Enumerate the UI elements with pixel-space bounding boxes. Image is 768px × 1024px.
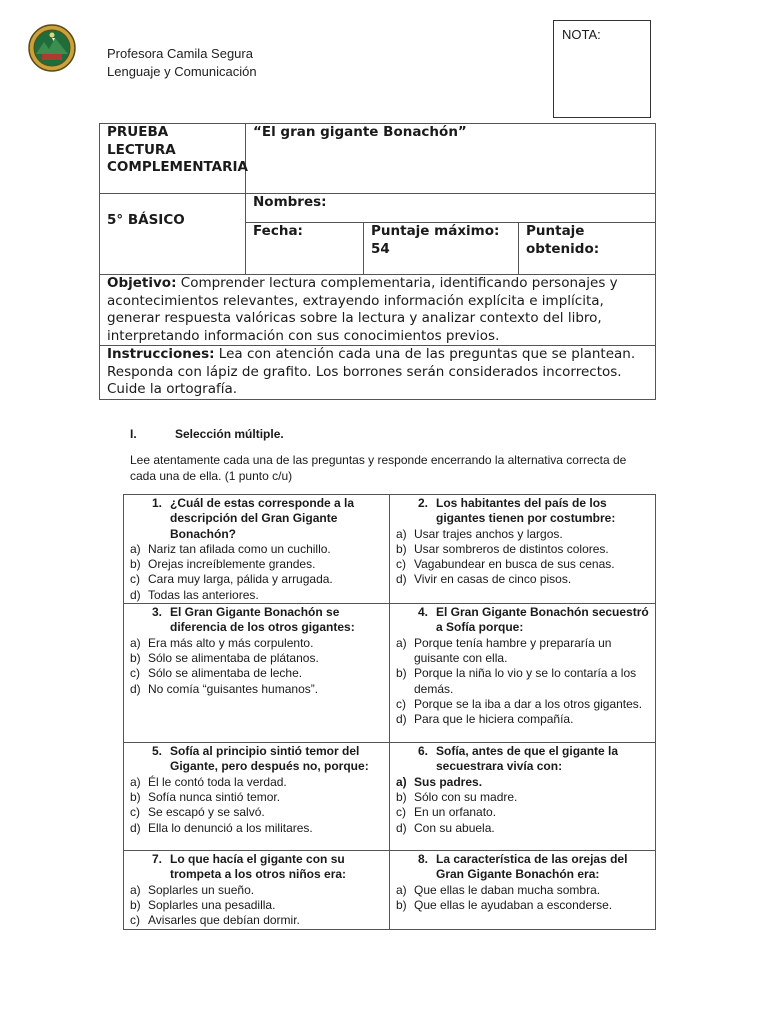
school-logo bbox=[28, 24, 76, 72]
answer-option[interactable] bbox=[130, 557, 383, 572]
answer-option[interactable] bbox=[396, 712, 649, 727]
option-text: Sofía nunca sintió temor. bbox=[148, 789, 281, 804]
option-text: Usar trajes anchos y largos. bbox=[414, 526, 563, 541]
objective-text: Comprender lectura complementaria, identificando personajes y acontecimientos relevantes, extrayendo información explícita e implícita, generar respuesta valóricas sobre la lectura y analizar contexto del libro, interpretando información con sus conocimientos previos. bbox=[107, 275, 618, 344]
option-text: Nariz tan afilada como un cuchillo. bbox=[148, 541, 331, 556]
question-header bbox=[130, 605, 383, 636]
answer-option[interactable] bbox=[130, 821, 383, 836]
instructions-text: Lea con atención cada una de las preguntas que se plantean. Responda con lápiz de grafito. Los borrones serán considerados incorrectos. Cuide la ortografía. bbox=[107, 346, 636, 397]
option-text: Soplarles un sueño. bbox=[148, 882, 255, 897]
option-letter: d) bbox=[396, 572, 407, 587]
option-letter: d) bbox=[396, 712, 407, 727]
question-header bbox=[396, 605, 649, 636]
question-cell-0-1 bbox=[390, 495, 656, 604]
option-letter: c) bbox=[130, 805, 140, 820]
question-number: 6. bbox=[418, 744, 429, 759]
objective-cell bbox=[100, 275, 656, 346]
question-cell-1-1 bbox=[390, 604, 656, 743]
question-number: 3. bbox=[152, 605, 163, 620]
answer-option[interactable] bbox=[396, 805, 649, 820]
question-cell-3-0 bbox=[124, 851, 390, 929]
answer-option[interactable] bbox=[130, 898, 383, 913]
answer-option[interactable] bbox=[130, 775, 383, 790]
max-score-cell bbox=[364, 223, 519, 275]
answer-option[interactable] bbox=[130, 666, 383, 681]
option-letter: a) bbox=[396, 635, 407, 650]
subject-name: Lenguaje y Comunicación bbox=[107, 64, 257, 79]
test-header-table bbox=[99, 123, 656, 400]
names-label: Nombres: bbox=[253, 194, 327, 210]
option-text: Sólo con su madre. bbox=[414, 789, 518, 804]
answer-option[interactable] bbox=[130, 588, 383, 603]
option-letter: d) bbox=[396, 820, 407, 835]
option-letter: b) bbox=[396, 789, 407, 804]
option-letter: b) bbox=[130, 897, 141, 912]
answer-option[interactable] bbox=[396, 790, 649, 805]
option-letter: a) bbox=[130, 774, 141, 789]
option-text: En un orfanato. bbox=[414, 805, 497, 820]
question-header bbox=[130, 852, 383, 883]
question-text: El Gran Gigante Bonachón secuestró a Sofía porque: bbox=[436, 605, 649, 635]
answer-option[interactable] bbox=[396, 572, 649, 587]
option-letter: c) bbox=[396, 805, 406, 820]
option-text: Ella lo denunció a los militares. bbox=[148, 820, 313, 835]
question-number: 5. bbox=[152, 744, 163, 759]
answer-option[interactable] bbox=[396, 557, 649, 572]
objective-label: Objetivo: bbox=[107, 275, 177, 291]
option-text: Sólo se alimentaba de leche. bbox=[148, 666, 303, 681]
section-title: Selección múltiple. bbox=[175, 427, 284, 441]
grade-level-cell bbox=[100, 194, 246, 275]
answer-option[interactable] bbox=[396, 898, 649, 913]
instructions-cell bbox=[100, 346, 656, 400]
option-text: Porque la niña lo vio y se lo contaría a los demás. bbox=[414, 666, 637, 696]
answer-option[interactable] bbox=[130, 883, 383, 898]
answer-option[interactable] bbox=[396, 883, 649, 898]
option-text: Usar sombreros de distintos colores. bbox=[414, 541, 609, 556]
question-cell-2-1 bbox=[390, 743, 656, 851]
section-instructions: Lee atentamente cada una de las preguntas y responde encerrando la alternativa correcta de cada una de ella. (1 punto c/u) bbox=[130, 453, 627, 483]
question-number: 2. bbox=[418, 496, 429, 510]
question-header bbox=[396, 496, 649, 527]
option-letter: a) bbox=[396, 526, 407, 541]
option-letter: a) bbox=[396, 882, 407, 897]
test-type-cell bbox=[100, 124, 246, 194]
answer-option[interactable] bbox=[396, 636, 649, 667]
question-text: ¿Cuál de estas corresponde a la descripción del Gran Gigante Bonachón? bbox=[170, 496, 355, 541]
answer-option[interactable] bbox=[396, 527, 649, 542]
grade-box bbox=[553, 20, 651, 118]
option-text: Era más alto y más corpulento. bbox=[148, 635, 314, 650]
question-cell-0-0 bbox=[124, 495, 390, 604]
question-number: 7. bbox=[152, 852, 163, 867]
option-text: Que ellas le ayudaban a esconderse. bbox=[414, 897, 613, 912]
question-number: 1. bbox=[152, 496, 163, 510]
option-letter: a) bbox=[130, 635, 141, 650]
test-title: “El gran gigante Bonachón” bbox=[253, 124, 467, 140]
option-text: Porque tenía hambre y prepararía un guisante con ella. bbox=[414, 635, 612, 665]
option-letter: d) bbox=[130, 681, 141, 696]
option-letter: b) bbox=[396, 666, 407, 681]
option-letter: c) bbox=[130, 913, 140, 928]
option-letter: b) bbox=[396, 897, 407, 912]
question-header bbox=[130, 744, 383, 775]
option-text: Sólo se alimentaba de plátanos. bbox=[148, 650, 319, 665]
date-label: Fecha: bbox=[253, 223, 303, 239]
option-letter: a) bbox=[130, 541, 141, 556]
obtained-score-label: Puntaje obtenido: bbox=[526, 223, 600, 257]
question-text: Sofía, antes de que el gigante la secuestrara vivía con: bbox=[436, 744, 619, 774]
option-letter: a) bbox=[130, 882, 141, 897]
option-text: No comía “guisantes humanos”. bbox=[148, 681, 319, 696]
answer-option[interactable] bbox=[130, 542, 383, 557]
grade-level: 5° BÁSICO bbox=[107, 212, 185, 228]
option-text: Vagabundear en busca de sus cenas. bbox=[414, 557, 615, 572]
instructions-label: Instrucciones: bbox=[107, 346, 215, 362]
grade-label: NOTA: bbox=[562, 27, 601, 42]
obtained-score-field[interactable] bbox=[519, 223, 656, 275]
option-letter: c) bbox=[396, 557, 406, 572]
option-letter: b) bbox=[130, 557, 141, 572]
option-text: Avisarles que debían dormir. bbox=[148, 913, 300, 928]
test-type: PRUEBA LECTURA COMPLEMENTARIA bbox=[107, 124, 248, 175]
answer-option[interactable] bbox=[130, 572, 383, 587]
answer-option[interactable] bbox=[130, 790, 383, 805]
question-cell-1-0 bbox=[124, 604, 390, 743]
question-cell-3-1 bbox=[390, 851, 656, 929]
question-header bbox=[396, 744, 649, 775]
option-text: Que ellas le daban mucha sombra. bbox=[414, 882, 601, 897]
question-text: Los habitantes del país de los gigantes tienen por costumbre: bbox=[436, 496, 616, 526]
answer-option[interactable] bbox=[130, 682, 383, 697]
question-number: 4. bbox=[418, 605, 429, 620]
option-letter: a) bbox=[396, 774, 407, 789]
answer-option[interactable] bbox=[396, 775, 649, 790]
option-letter: d) bbox=[130, 587, 141, 602]
questions-table bbox=[123, 494, 656, 930]
option-letter: c) bbox=[396, 696, 406, 711]
answer-option[interactable] bbox=[396, 821, 649, 836]
option-letter: b) bbox=[396, 541, 407, 556]
option-text: Cara muy larga, pálida y arrugada. bbox=[148, 572, 333, 587]
max-score-label: Puntaje máximo: 54 bbox=[371, 223, 500, 257]
question-text: El Gran Gigante Bonachón se diferencia de los otros gigantes: bbox=[170, 605, 355, 635]
teacher-name: Profesora Camila Segura bbox=[107, 46, 253, 61]
answer-option[interactable] bbox=[130, 651, 383, 666]
question-text: Lo que hacía el gigante con su trompeta a los otros niños era: bbox=[170, 852, 347, 882]
option-letter: c) bbox=[130, 666, 140, 681]
option-text: Se escapó y se salvó. bbox=[148, 805, 265, 820]
option-text: Él le contó toda la verdad. bbox=[148, 774, 287, 789]
option-text: Soplarles una pesadilla. bbox=[148, 897, 276, 912]
date-field[interactable] bbox=[246, 223, 364, 275]
question-text: La característica de las orejas del Gran Gigante Bonachón era: bbox=[436, 852, 628, 882]
question-header bbox=[130, 496, 383, 542]
answer-option[interactable] bbox=[130, 913, 383, 928]
option-letter: b) bbox=[130, 650, 141, 665]
option-text: Para que le hiciera compañía. bbox=[414, 712, 574, 727]
option-letter: b) bbox=[130, 789, 141, 804]
option-letter: d) bbox=[130, 820, 141, 835]
question-number: 8. bbox=[418, 852, 429, 867]
answer-option[interactable] bbox=[130, 805, 383, 820]
answer-option[interactable] bbox=[130, 636, 383, 651]
question-cell-2-0 bbox=[124, 743, 390, 851]
question-header bbox=[396, 852, 649, 883]
names-field[interactable] bbox=[246, 194, 656, 223]
option-text: Vivir en casas de cinco pisos. bbox=[414, 572, 572, 587]
test-title-cell bbox=[246, 124, 656, 194]
question-text: Sofía al principio sintió temor del Gigante, pero después no, porque: bbox=[170, 744, 369, 774]
option-text: Porque se la iba a dar a los otros gigantes. bbox=[414, 696, 643, 711]
option-text: Sus padres. bbox=[414, 774, 483, 789]
option-text: Con su abuela. bbox=[414, 820, 495, 835]
answer-option[interactable] bbox=[396, 542, 649, 557]
answer-option[interactable] bbox=[396, 666, 649, 697]
option-letter: c) bbox=[130, 572, 140, 587]
section-number: I. bbox=[130, 427, 137, 441]
option-text: Todas las anteriores. bbox=[148, 587, 259, 602]
option-text: Orejas increíblemente grandes. bbox=[148, 557, 316, 572]
answer-option[interactable] bbox=[396, 697, 649, 712]
